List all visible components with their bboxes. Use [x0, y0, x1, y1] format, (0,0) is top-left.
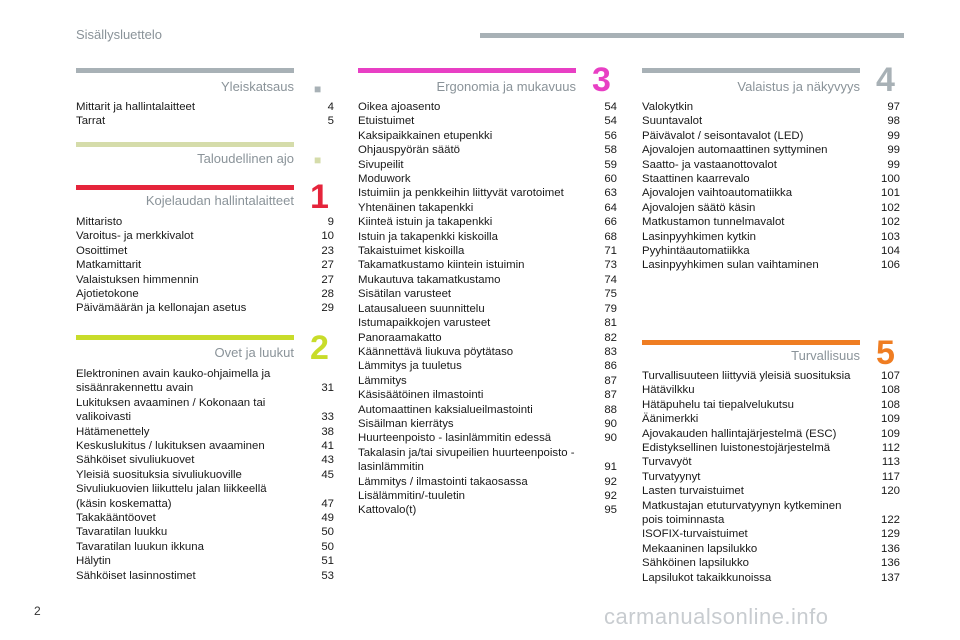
toc-entry[interactable]: [642, 427, 900, 441]
page-header-title: Sisällysluettelo: [76, 27, 162, 42]
toc-entry[interactable]: [642, 230, 900, 244]
toc-entry-title: Istumapaikkojen varusteet: [358, 317, 491, 330]
toc-entry[interactable]: [642, 201, 900, 215]
toc-entry-page: 75: [604, 288, 617, 301]
toc-entry[interactable]: [76, 554, 334, 568]
toc-entry-page: 10: [321, 230, 334, 243]
section-title-yleiskatsaus: Yleiskatsaus: [221, 79, 294, 94]
toc-entry-title: Staattinen kaarrevalo: [642, 173, 750, 186]
toc-entry-page: 27: [321, 273, 334, 286]
toc-entry-page: 51: [321, 555, 334, 568]
toc-entry[interactable]: [76, 229, 334, 243]
toc-entry[interactable]: [358, 172, 617, 186]
toc-entry-title: Lämmitys / ilmastointi takaosassa: [358, 475, 528, 488]
entries-valaistus: [642, 100, 900, 273]
toc-entry[interactable]: [76, 287, 334, 301]
toc-entry-page: 63: [604, 187, 617, 200]
section-title-turvallisuus: Turvallisuus: [791, 348, 860, 363]
toc-entry-page: 101: [880, 187, 900, 200]
toc-entry[interactable]: [642, 100, 900, 114]
toc-entry-page: 79: [604, 302, 617, 315]
toc-entry[interactable]: [76, 273, 334, 287]
section-number-1: 1: [310, 178, 329, 216]
toc-entry-title: Valokytkin: [642, 101, 694, 113]
section-title-kojelauta: Kojelaudan hallintalaitteet: [145, 193, 294, 208]
toc-entry-title: Istuin ja takapenkki kiskoilla: [358, 230, 498, 243]
toc-entry[interactable]: [358, 446, 617, 475]
toc-entry[interactable]: [642, 571, 900, 585]
toc-entry-title: Istuimiin ja penkkeihin liittyvät varotoimet: [358, 187, 564, 200]
toc-entry[interactable]: [642, 383, 900, 397]
section-bar-turvallisuus: [642, 340, 860, 345]
toc-entry-page: 99: [887, 129, 900, 142]
toc-entry-title: Sivupeilit: [358, 158, 404, 171]
toc-entry-title: Valaistuksen himmennin: [76, 273, 199, 286]
toc-entry[interactable]: [76, 425, 334, 439]
toc-entry[interactable]: [642, 158, 900, 172]
toc-entry-title: Lämmitys ja tuuletus: [358, 360, 462, 373]
toc-entry[interactable]: [76, 301, 334, 315]
section-number-3: 3: [592, 61, 611, 99]
toc-entry-title: Käännettävä liukuva pöytätaso: [358, 345, 514, 358]
toc-entry[interactable]: [358, 475, 617, 489]
toc-entry-page: 100: [880, 173, 900, 186]
section-marker-dot: ■: [314, 153, 322, 167]
toc-entry-page: 92: [604, 475, 617, 488]
toc-entry-title: Ajovakauden hallintajärjestelmä (ESC): [642, 427, 837, 440]
section-bar-ergonomia: [358, 68, 576, 73]
toc-entry-page: 107: [880, 370, 900, 382]
toc-entry-page: 109: [880, 427, 900, 440]
toc-entry-page: 99: [887, 158, 900, 171]
toc-entry[interactable]: [358, 431, 617, 445]
toc-entry-title: Saatto- ja vastaanottovalot: [642, 158, 777, 171]
watermark-text: carmanualsonline.info: [604, 604, 829, 629]
section-title-valaistus: Valaistus ja näkyvyys: [737, 79, 860, 94]
toc-entry-title: Sähköiset lasinnostimet: [76, 569, 196, 582]
toc-entry-page: 104: [880, 245, 900, 258]
toc-entry-page: 103: [880, 230, 900, 243]
section-bar-kojelauta: [76, 185, 294, 190]
toc-entry[interactable]: [358, 114, 617, 128]
toc-entry[interactable]: [358, 158, 617, 172]
toc-entry-title: Mukautuva takamatkustamo: [358, 273, 501, 286]
toc-entry-page: 117: [881, 470, 900, 483]
toc-entry-page: 23: [321, 244, 334, 257]
toc-entry[interactable]: [642, 499, 900, 528]
toc-entry-page: 90: [604, 432, 617, 445]
toc-entry[interactable]: [76, 540, 334, 554]
toc-entry[interactable]: [76, 569, 334, 583]
toc-entry-page: 81: [604, 317, 617, 330]
toc-entry[interactable]: [76, 244, 334, 258]
toc-entry-page: 102: [880, 216, 900, 229]
toc-entry-title: Takakääntöovet: [76, 512, 156, 525]
toc-entry-page: 108: [880, 384, 900, 397]
toc-entry[interactable]: [76, 482, 334, 511]
toc-entry-title: Lapsilukot takaikkunoissa: [642, 571, 772, 584]
toc-entry[interactable]: [76, 258, 334, 272]
toc-entry-page: 50: [321, 526, 334, 539]
toc-entry-title: Tavaratilan luukun ikkuna: [76, 540, 204, 553]
entries-kojelauta: [76, 215, 334, 316]
section-number-5: 5: [876, 334, 895, 372]
entries-ergonomia: [358, 100, 617, 518]
toc-entry[interactable]: [358, 244, 617, 258]
toc-entry-page: 54: [604, 101, 617, 113]
toc-entry[interactable]: [358, 388, 617, 402]
toc-entry[interactable]: [358, 230, 617, 244]
toc-entry[interactable]: [358, 359, 617, 373]
toc-entry-page: 43: [321, 454, 334, 467]
toc-entry[interactable]: [642, 470, 900, 484]
toc-entry[interactable]: [358, 143, 617, 157]
toc-entry[interactable]: [358, 374, 617, 388]
toc-entry-page: 59: [604, 158, 617, 171]
toc-entry-title: Oikea ajoasento: [358, 101, 441, 113]
toc-entry-page: 102: [880, 201, 900, 214]
toc-entry[interactable]: [76, 100, 334, 114]
toc-entry[interactable]: [642, 143, 900, 157]
toc-entry-title: Ajotietokone: [76, 288, 139, 301]
toc-entry-title: Takamatkustamo kiintein istuimin: [358, 259, 525, 272]
toc-entry[interactable]: [358, 129, 617, 143]
toc-entry[interactable]: [642, 484, 900, 498]
toc-entry-page: 87: [604, 389, 617, 402]
toc-entry-title: Ajovalojen automaattinen syttyminen: [642, 144, 828, 157]
toc-entry-page: 4: [327, 101, 334, 113]
toc-entry-title: Päivävalot / seisontavalot (LED): [642, 129, 804, 142]
toc-entry-page: 120: [880, 485, 900, 498]
toc-entry-title: Etuistuimet: [358, 115, 415, 128]
toc-entry[interactable]: [76, 367, 334, 396]
toc-entry-page: 92: [604, 489, 617, 502]
toc-entry-title: Edistyksellinen luistonestojärjestelmä: [642, 442, 831, 455]
toc-entry-page: 29: [321, 302, 334, 315]
toc-entry-title: Takalasin ja/tai sivupeilien huurteenpoisto - lasinlämmitin: [358, 446, 575, 474]
toc-entry-page: 108: [880, 398, 900, 411]
toc-entry-page: 73: [604, 259, 617, 272]
toc-entry-page: 99: [887, 144, 900, 157]
toc-entry-page: 47: [321, 497, 334, 510]
toc-entry-page: 60: [604, 173, 617, 186]
toc-entry[interactable]: [358, 201, 617, 215]
toc-entry[interactable]: [358, 331, 617, 345]
toc-entry-title: Hätäpuhelu tai tiepalvelukutsu: [642, 398, 794, 411]
toc-entry[interactable]: [642, 258, 900, 272]
toc-entry[interactable]: [358, 316, 617, 330]
toc-entry-title: Sivuliukuovien liikuttelu jalan liikkeellä (käsin koskematta): [76, 483, 267, 510]
toc-entry-title: Hätävilkku: [642, 384, 695, 397]
toc-entry[interactable]: [642, 172, 900, 186]
toc-entry[interactable]: [642, 556, 900, 570]
section-number-4: 4: [876, 61, 895, 99]
toc-entry-page: 45: [321, 468, 334, 481]
header-bar: [480, 33, 904, 38]
section-title-taloudellinen: Taloudellinen ajo: [197, 151, 294, 166]
entries-ovet: [76, 367, 334, 583]
toc-entry[interactable]: [358, 215, 617, 229]
toc-entry-title: Hätämenettely: [76, 425, 150, 438]
toc-entry-title: Sähköinen lapsilukko: [642, 557, 750, 570]
toc-entry-title: Lukituksen avaaminen / Kokonaan tai valikoivasti: [76, 396, 266, 424]
toc-entry-title: Turvallisuuteen liittyviä yleisiä suosituksia: [642, 370, 851, 382]
toc-entry-page: 31: [321, 382, 334, 395]
toc-entry-title: Kattovalo(t): [358, 504, 417, 517]
toc-entry[interactable]: [76, 468, 334, 482]
section-bar-yleiskatsaus: [76, 68, 294, 73]
toc-entry-page: 56: [604, 129, 617, 142]
toc-entry[interactable]: [642, 129, 900, 143]
toc-entry-page: 136: [880, 542, 900, 555]
toc-entry-page: 98: [887, 115, 900, 128]
toc-entry-page: 54: [604, 115, 617, 128]
toc-entry-page: 66: [604, 216, 617, 229]
toc-entry[interactable]: [358, 403, 617, 417]
toc-entry-title: Elektroninen avain kauko-ohjaimella ja sisäänrakennettu avain: [76, 368, 271, 395]
toc-entry-page: 97: [887, 101, 900, 113]
toc-entry-page: 68: [604, 230, 617, 243]
toc-entry[interactable]: [76, 525, 334, 539]
toc-entry-page: 50: [321, 540, 334, 553]
toc-entry-title: Huurteenpoisto - lasinlämmitin edessä: [358, 432, 552, 445]
toc-entry[interactable]: [642, 412, 900, 426]
toc-entry-title: Panoraamakatto: [358, 331, 442, 344]
toc-entry[interactable]: [358, 489, 617, 503]
toc-entry-title: Tarrat: [76, 115, 106, 128]
toc-entry-page: 38: [321, 425, 334, 438]
toc-entry[interactable]: [642, 398, 900, 412]
toc-entry-page: 33: [321, 411, 334, 424]
toc-entry[interactable]: [358, 503, 617, 517]
section-title-ovet: Ovet ja luukut: [214, 345, 294, 360]
toc-entry-title: Mittarit ja hallintalaitteet: [76, 101, 196, 113]
toc-entry-title: Lasten turvaistuimet: [642, 485, 744, 498]
toc-entry-page: 129: [880, 528, 900, 541]
toc-entry-page: 88: [604, 403, 617, 416]
section-marker-dot: ■: [314, 82, 322, 96]
toc-entry-page: 64: [604, 201, 617, 214]
toc-entry-page: 113: [881, 456, 900, 469]
toc-entry[interactable]: [642, 244, 900, 258]
toc-entry[interactable]: [642, 186, 900, 200]
toc-entry-page: 90: [604, 417, 617, 430]
toc-entry[interactable]: [642, 527, 900, 541]
section-bar-valaistus: [642, 68, 860, 73]
toc-entry-title: Ohjauspyörän säätö: [358, 144, 460, 157]
toc-entry-page: 137: [880, 571, 900, 584]
toc-entry-title: Äänimerkki: [642, 413, 699, 426]
toc-entry-title: Sisätilan varusteet: [358, 288, 452, 301]
toc-entry-title: Matkustamon tunnelmavalot: [642, 216, 785, 229]
section-number-2: 2: [310, 329, 329, 367]
toc-entry[interactable]: [642, 114, 900, 128]
toc-entry[interactable]: [76, 453, 334, 467]
toc-entry-title: ISOFIX-turvaistuimet: [642, 528, 748, 541]
toc-entry-title: Sisäilman kierrätys: [358, 417, 454, 430]
toc-entry-page: 27: [321, 259, 334, 272]
toc-entry-page: 83: [604, 345, 617, 358]
toc-entry-title: Lämmitys: [358, 374, 407, 387]
toc-entry[interactable]: [358, 100, 617, 114]
toc-entry-title: Hälytin: [76, 555, 111, 568]
toc-entry-title: Automaattinen kaksialueilmastointi: [358, 403, 533, 416]
toc-entry-page: 106: [880, 259, 900, 272]
toc-entry-title: Pyyhintäautomatiikka: [642, 245, 750, 258]
toc-entry-title: Käsisäätöinen ilmastointi: [358, 389, 484, 402]
toc-entry[interactable]: [642, 542, 900, 556]
toc-entry-title: Osoittimet: [76, 244, 128, 257]
toc-entry-title: Lasinpyyhkimen kytkin: [642, 230, 756, 243]
entries-turvallisuus: [642, 369, 900, 585]
toc-entry-title: Keskuslukitus / lukituksen avaaminen: [76, 440, 265, 453]
toc-entry[interactable]: [358, 302, 617, 316]
toc-entry-title: Yleisiä suosituksia sivuliukuoville: [76, 468, 242, 481]
toc-entry-title: Takaistuimet kiskoilla: [358, 245, 465, 258]
toc-entry[interactable]: [358, 345, 617, 359]
toc-entry-page: 95: [604, 504, 617, 517]
toc-entry-title: Turvatyynyt: [642, 470, 701, 483]
toc-entry-title: Moduwork: [358, 173, 411, 186]
toc-entry-title: Turvavyöt: [642, 456, 692, 469]
toc-entry[interactable]: [358, 287, 617, 301]
toc-entry-title: Mekaaninen lapsilukko: [642, 542, 758, 555]
toc-entry-page: 71: [604, 245, 617, 258]
toc-entry-title: Lisälämmitin/-tuuletin: [358, 489, 465, 502]
toc-entry-page: 86: [604, 360, 617, 373]
toc-entry-page: 109: [880, 413, 900, 426]
entries-yleiskatsaus: [76, 100, 334, 129]
toc-entry-title: Lasinpyyhkimen sulan vaihtaminen: [642, 259, 819, 272]
section-title-ergonomia: Ergonomia ja mukavuus: [436, 79, 576, 94]
toc-entry-title: Yhtenäinen takapenkki: [358, 201, 474, 214]
toc-entry[interactable]: [76, 439, 334, 453]
toc-entry[interactable]: [76, 114, 334, 128]
toc-entry-title: Tavaratilan luukku: [76, 526, 168, 539]
page-number: 2: [34, 604, 41, 618]
section-bar-ovet: [76, 335, 294, 340]
toc-entry-page: 41: [321, 440, 334, 453]
toc-entry-page: 74: [604, 273, 617, 286]
toc-entry[interactable]: [642, 215, 900, 229]
toc-entry-page: 53: [321, 569, 334, 582]
toc-entry-page: 136: [880, 557, 900, 570]
toc-entry[interactable]: [642, 441, 900, 455]
toc-entry[interactable]: [76, 511, 334, 525]
section-bar-taloudellinen: [76, 142, 294, 147]
toc-entry[interactable]: [642, 455, 900, 469]
toc-entry-title: Latausalueen suunnittelu: [358, 302, 485, 315]
toc-entry-title: Matkamittarit: [76, 259, 142, 272]
toc-entry-title: Sähköiset sivuliukuovet: [76, 454, 195, 467]
toc-entry[interactable]: [358, 273, 617, 287]
toc-entry-page: 49: [321, 512, 334, 525]
toc-entry-page: 91: [604, 461, 617, 474]
toc-entry-title: Suuntavalot: [642, 115, 703, 128]
toc-entry[interactable]: [358, 186, 617, 200]
toc-entry-title: Ajovalojen säätö käsin: [642, 201, 756, 214]
toc-entry[interactable]: [358, 258, 617, 272]
toc-entry-title: Kaksipaikkainen etupenkki: [358, 129, 493, 142]
toc-entry-page: 82: [604, 331, 617, 344]
toc-entry-title: Matkustajan etuturvatyynyn kytkeminen pois toiminnasta: [642, 499, 842, 527]
toc-entry-page: 58: [604, 144, 617, 157]
toc-entry-page: 112: [881, 442, 900, 455]
toc-entry[interactable]: [76, 396, 334, 425]
toc-entry-title: Kiinteä istuin ja takapenkki: [358, 216, 493, 229]
toc-entry-title: Päivämäärän ja kellonajan asetus: [76, 302, 247, 315]
toc-entry-page: 122: [880, 514, 900, 527]
toc-entry-title: Ajovalojen vaihtoautomatiikka: [642, 187, 793, 200]
toc-entry[interactable]: [642, 369, 900, 383]
toc-entry-page: 28: [321, 288, 334, 301]
toc-entry-title: Mittaristo: [76, 216, 123, 228]
toc-entry-title: Varoitus- ja merkkivalot: [76, 230, 194, 243]
toc-entry-page: 87: [604, 374, 617, 387]
toc-entry[interactable]: [358, 417, 617, 431]
toc-entry-page: 9: [327, 216, 334, 228]
toc-entry[interactable]: [76, 215, 334, 229]
toc-entry-page: 5: [327, 115, 334, 128]
